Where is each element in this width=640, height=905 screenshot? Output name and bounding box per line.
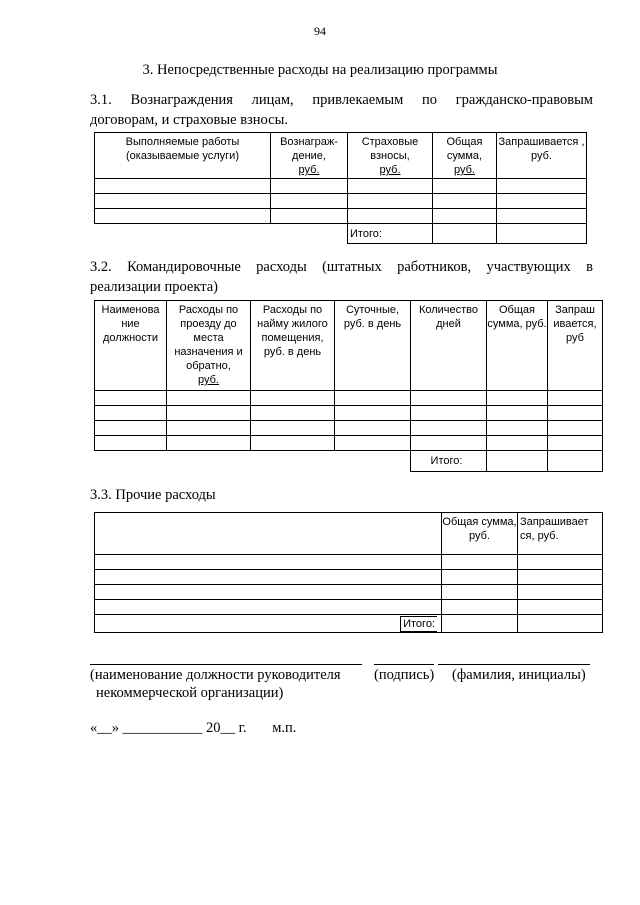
col-requested: Запрашивает ся, руб.: [518, 513, 603, 555]
col-travel: Расходы по проезду до места назначения и обратно, руб.: [167, 301, 251, 391]
col-works: Выполняемые работы (оказываемые услуги): [95, 133, 271, 179]
col-total-sum: Общая сумма, руб.: [433, 133, 497, 179]
section-3-2-line1: 3.2. Командировочные расходы (штатных работников, участвующих в: [90, 259, 593, 275]
table-row: [95, 421, 603, 436]
col-total-sum: Общая сумма, руб.: [442, 513, 518, 555]
col-total-sum: Общая сумма, руб.: [487, 301, 548, 391]
col-reward: Вознаграж-дение, руб.: [271, 133, 348, 179]
col-position: Наименова ние должности: [95, 301, 167, 391]
section-3-2-line2: реализации проекта): [90, 279, 218, 295]
table-row: [95, 585, 603, 600]
total-label: Итого:: [400, 616, 437, 632]
table-row: [95, 600, 603, 615]
table-row: [95, 406, 603, 421]
name-caption: (фамилия, инициалы): [452, 667, 586, 683]
section-3-3-heading: 3.3. Прочие расходы: [90, 487, 216, 503]
table-row: [95, 570, 603, 585]
signature-caption: (подпись): [374, 667, 435, 683]
total-label: Итого:: [411, 451, 487, 472]
table-row: [95, 436, 603, 451]
table-row: [95, 391, 603, 406]
position-caption: (наименование должности руководителя: [90, 667, 341, 683]
table-row: [95, 194, 587, 209]
total-row: [95, 451, 603, 472]
name-line: [438, 664, 590, 665]
section-3-2-heading: [90, 257, 593, 297]
table-row: [95, 209, 587, 224]
table-3-3: [94, 512, 603, 633]
col-per-diem: Суточные, руб. в день: [335, 301, 411, 391]
date-year: 20__ г.: [206, 720, 247, 736]
date-month: ___________: [122, 720, 203, 736]
position-caption-2: некоммерческой организации): [96, 685, 284, 701]
section-3-1-line1: 3.1. Вознаграждения лицам, привлекаемым по гражданско-правовым: [90, 92, 593, 108]
date-day: «__»: [90, 720, 119, 736]
section-title: 3. Непосредственные расходы на реализацию программы: [142, 62, 498, 78]
section-3-1-line2: договорам, и страховые взносы.: [90, 112, 288, 128]
table-3-2: [94, 300, 603, 472]
col-description: [95, 513, 442, 555]
page-number: 94: [314, 24, 326, 38]
table-row: [95, 555, 603, 570]
table-3-1: [94, 132, 587, 244]
col-requested: Запрашивается , руб.: [497, 133, 587, 179]
total-row: [95, 615, 603, 633]
date-line: [90, 720, 296, 737]
col-requested: Запраш ивается, руб: [548, 301, 603, 391]
col-days: Количество дней: [411, 301, 487, 391]
total-cell: [95, 615, 442, 633]
seal-mark: м.п.: [272, 720, 297, 736]
table-row: [95, 179, 587, 194]
signature-line: [374, 664, 434, 665]
total-label: Итого:: [348, 224, 433, 244]
total-row: [95, 224, 587, 244]
col-lodging: Расходы по найму жилого помещения, руб. в день: [251, 301, 335, 391]
section-3-1-heading: [90, 90, 593, 130]
position-line: [90, 664, 362, 665]
col-insurance: Страховые взносы, руб.: [348, 133, 433, 179]
